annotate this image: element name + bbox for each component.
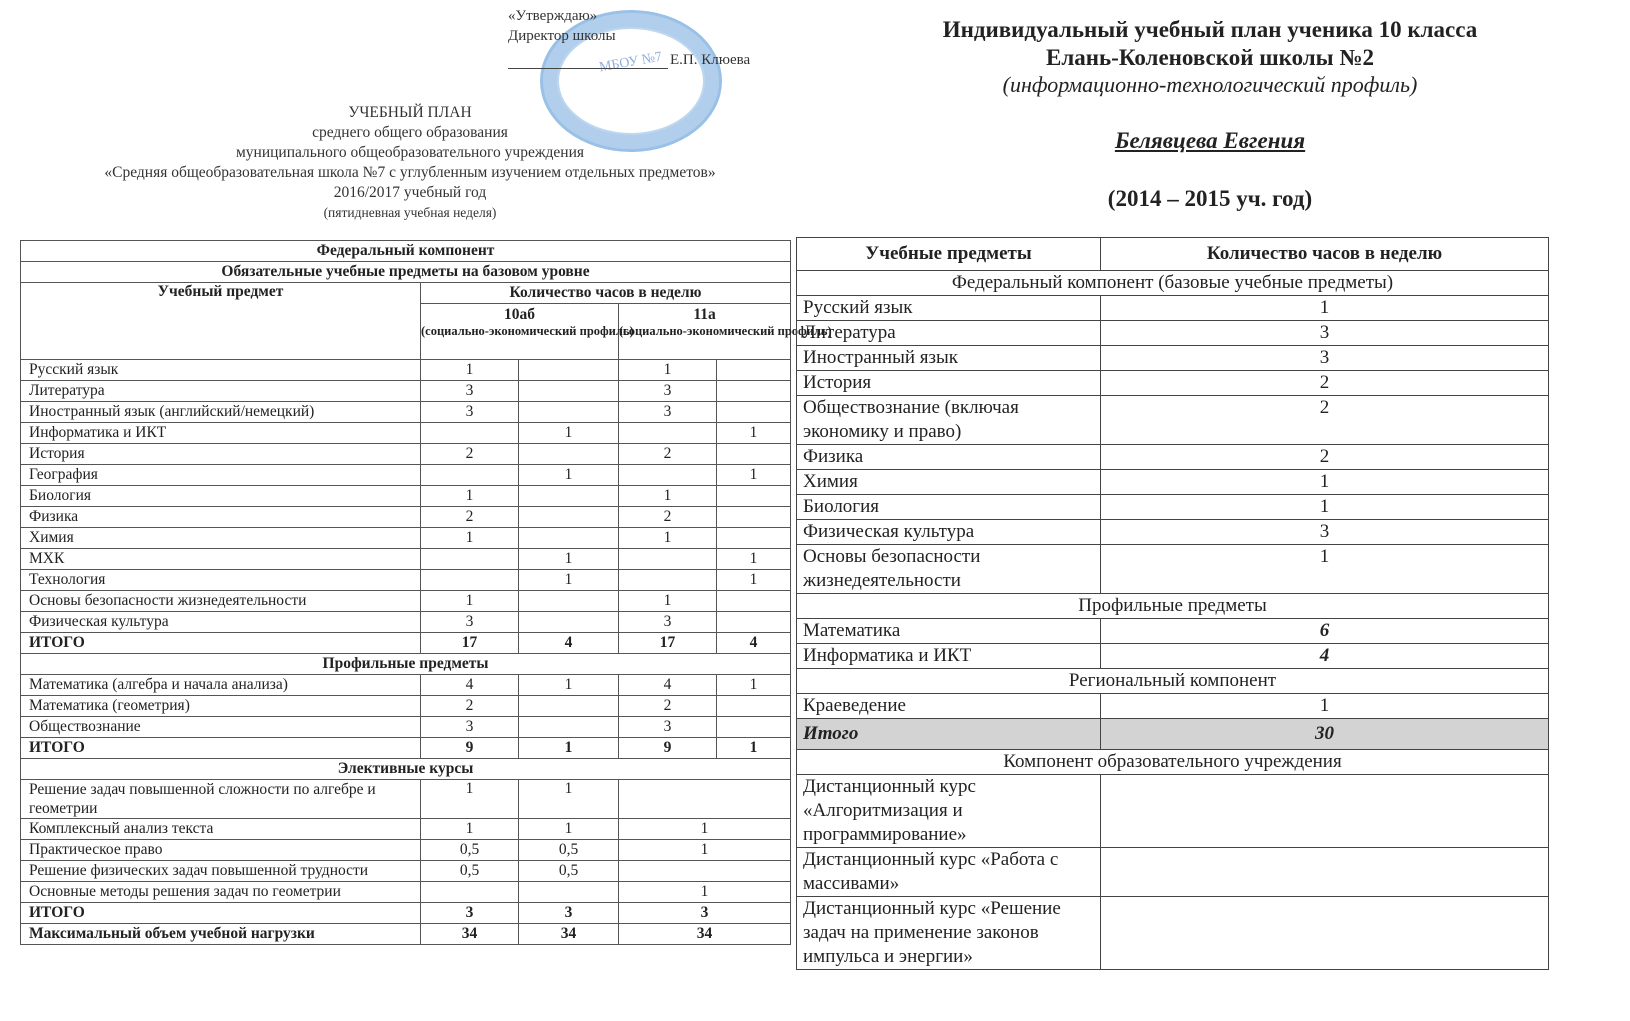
school-year: (2014 – 2015 уч. год) [1107, 186, 1313, 211]
table-row [21, 717, 791, 738]
hours-cell [717, 444, 791, 465]
subject-cell: Практическое право [21, 840, 421, 861]
hours-cell [717, 507, 791, 528]
subject-cell: Основы безопасности жизнедеятельности [21, 591, 421, 612]
subject-cell: Информатика и ИКТ [797, 644, 1101, 669]
table-row [21, 423, 791, 444]
total-row [797, 719, 1549, 750]
hours-cell [619, 465, 717, 486]
subject-cell: История [797, 371, 1101, 396]
subject-cell: Решение физических задач повышенной трудности [21, 861, 421, 882]
hours-cell: 1 [421, 819, 519, 840]
subject-cell: Физическая культура [21, 612, 421, 633]
hours-cell: 1 [717, 570, 791, 591]
section-row [21, 654, 791, 675]
hours-cell: 3 [619, 381, 717, 402]
hours-cell: 3 [421, 717, 519, 738]
subject-cell: Математика (алгебра и начала анализа) [21, 675, 421, 696]
subject-cell: Химия [797, 470, 1101, 495]
hours-cell [519, 612, 619, 633]
subject-cell: Иностранный язык [797, 346, 1101, 371]
hours-cell: 3 [619, 903, 791, 924]
hours-cell [1101, 897, 1549, 970]
col-subject-header: Учебный предмет [21, 283, 421, 360]
hours-cell: 1 [519, 423, 619, 444]
table-row [21, 528, 791, 549]
hours-cell: 1 [1101, 545, 1549, 594]
individual-plan-document [790, 0, 1600, 1021]
signature-line [508, 68, 668, 69]
subject-cell: Дистанционный курс «Алгоритмизация и программирование» [797, 775, 1101, 848]
hours-cell: 1 [717, 549, 791, 570]
title-line: Елань-Коленовской школы №2 [1046, 45, 1374, 70]
hours-cell: 1 [421, 486, 519, 507]
subject-cell: История [21, 444, 421, 465]
hours-cell: 1 [619, 360, 717, 381]
hours-cell: 1 [619, 591, 717, 612]
section-row [797, 271, 1549, 296]
hours-cell: 1 [1101, 470, 1549, 495]
table-row [21, 444, 791, 465]
hours-cell: 0,5 [421, 861, 519, 882]
hours-cell: 4 [519, 633, 619, 654]
subject-cell: Физика [21, 507, 421, 528]
hours-cell [519, 696, 619, 717]
section-title: Компонент образовательного учреждения [797, 750, 1549, 775]
table-row [797, 775, 1549, 848]
hours-cell [619, 861, 791, 882]
hours-cell: 1 [519, 780, 619, 819]
hours-cell: 34 [519, 924, 619, 945]
director-role: Директор школы [508, 28, 616, 44]
hours-cell [619, 780, 791, 819]
table-row [21, 696, 791, 717]
curriculum-title-block [30, 103, 790, 223]
hours-cell: 17 [619, 633, 717, 654]
hours-cell [519, 486, 619, 507]
table-row [21, 360, 791, 381]
section-title: Федеральный компонент (базовые учебные предметы) [797, 271, 1549, 296]
hours-cell [519, 882, 619, 903]
subject-cell: ИТОГО [21, 903, 421, 924]
individual-plan-table [796, 237, 1549, 970]
table-row [797, 644, 1549, 669]
hours-cell: 1 [421, 528, 519, 549]
hours-cell [619, 423, 717, 444]
subject-cell: Физическая культура [797, 520, 1101, 545]
hours-cell [717, 696, 791, 717]
subject-cell: Основные методы решения задач по геометрии [21, 882, 421, 903]
subject-cell: Литература [21, 381, 421, 402]
hours-cell: 2 [421, 444, 519, 465]
curriculum-table [20, 240, 832, 945]
hours-cell [717, 591, 791, 612]
hours-cell: 30 [1101, 719, 1549, 750]
table-row [21, 612, 791, 633]
hours-cell [717, 486, 791, 507]
class-profile: (социально-экономический профиль) [619, 324, 832, 338]
hours-cell [619, 549, 717, 570]
hours-cell: 1 [619, 528, 717, 549]
subject-cell: Дистанционный курс «Решение задач на применение законов импульса и энергии» [797, 897, 1101, 970]
subtitle-line: 2016/2017 учебный год [333, 184, 487, 201]
hours-cell: 1 [421, 591, 519, 612]
subject-cell: Математика (геометрия) [21, 696, 421, 717]
hours-cell: 3 [421, 903, 519, 924]
table-row [797, 470, 1549, 495]
hours-cell: 3 [1101, 346, 1549, 371]
hours-cell: 1 [717, 465, 791, 486]
hours-cell: 34 [421, 924, 519, 945]
table-row [21, 819, 791, 840]
hours-cell [717, 381, 791, 402]
hours-cell: 1 [1101, 296, 1549, 321]
hours-cell: 0,5 [519, 861, 619, 882]
class-header-11a [619, 304, 832, 360]
subject-cell: Химия [21, 528, 421, 549]
subject-cell: Решение задач повышенной сложности по алгебре и геометрии [21, 780, 421, 819]
table-row [21, 861, 791, 882]
hours-cell: 4 [717, 633, 791, 654]
table-row [21, 570, 791, 591]
director-name: Е.П. Клюева [670, 52, 751, 68]
table-row [21, 924, 791, 945]
hours-cell: 9 [421, 738, 519, 759]
section-row [21, 759, 791, 780]
stamp-text: МБОУ №7 [598, 49, 664, 76]
hours-cell [421, 549, 519, 570]
hours-cell [619, 570, 717, 591]
hours-cell: 1 [717, 675, 791, 696]
hours-cell: 1 [421, 360, 519, 381]
hours-cell: 1 [421, 780, 519, 819]
section-title: Элективные курсы [21, 759, 791, 780]
hours-cell: 1 [717, 738, 791, 759]
section-federal: Федеральный компонент [21, 241, 791, 262]
subject-cell: Комплексный анализ текста [21, 819, 421, 840]
table-row [797, 495, 1549, 520]
hours-cell: 2 [1101, 445, 1549, 470]
subject-cell: Физика [797, 445, 1101, 470]
hours-cell: 1 [519, 465, 619, 486]
curriculum-title: УЧЕБНЫЙ ПЛАН [348, 104, 472, 121]
header-subjects: Учебные предметы [797, 238, 1101, 271]
table-row [21, 549, 791, 570]
subject-cell: Литература [797, 321, 1101, 346]
hours-cell [519, 717, 619, 738]
table-row [797, 346, 1549, 371]
hours-cell: 2 [1101, 396, 1549, 445]
hours-cell: 3 [519, 903, 619, 924]
hours-cell: 1 [619, 486, 717, 507]
table-row [797, 619, 1549, 644]
subject-cell: Математика [797, 619, 1101, 644]
table-row [21, 738, 791, 759]
subtitle-line: среднего общего образования [312, 124, 508, 141]
table-row [797, 848, 1549, 897]
hours-cell: 1 [1101, 495, 1549, 520]
section-mandatory: Обязательные учебные предметы на базовом уровне [21, 262, 791, 283]
hours-cell: 2 [421, 507, 519, 528]
hours-cell [519, 444, 619, 465]
hours-cell: 4 [619, 675, 717, 696]
hours-cell [717, 612, 791, 633]
table-row [797, 371, 1549, 396]
hours-cell: 3 [421, 381, 519, 402]
hours-cell: 3 [1101, 321, 1549, 346]
section-title: Профильные предметы [797, 594, 1549, 619]
subject-cell: Технология [21, 570, 421, 591]
hours-cell: 1 [519, 675, 619, 696]
subject-cell: Биология [21, 486, 421, 507]
hours-cell [421, 882, 519, 903]
hours-cell: 1 [519, 570, 619, 591]
subject-cell: Итого [797, 719, 1101, 750]
hours-cell: 3 [421, 402, 519, 423]
subject-cell: Обществознание (включая экономику и право) [797, 396, 1101, 445]
hours-cell: 4 [1101, 644, 1549, 669]
subtitle-line: «Средняя общеобразовательная школа №7 с углубленным изучением отдельных предметов» [104, 164, 716, 181]
hours-cell [717, 360, 791, 381]
subject-cell: Максимальный объем учебной нагрузки [21, 924, 421, 945]
table-row [21, 486, 791, 507]
subject-cell: Русский язык [21, 360, 421, 381]
hours-cell [717, 528, 791, 549]
hours-cell [1101, 775, 1549, 848]
hours-cell: 3 [421, 612, 519, 633]
table-row [797, 321, 1549, 346]
subject-cell: Информатика и ИКТ [21, 423, 421, 444]
section-row [797, 669, 1549, 694]
hours-cell [1101, 848, 1549, 897]
table-row [797, 545, 1549, 594]
section-row [797, 594, 1549, 619]
hours-cell: 1 [1101, 694, 1549, 719]
hours-cell: 0,5 [421, 840, 519, 861]
hours-cell [519, 528, 619, 549]
hours-cell: 2 [1101, 371, 1549, 396]
subject-cell: Дистанционный курс «Работа с массивами» [797, 848, 1101, 897]
hours-cell: 34 [619, 924, 791, 945]
table-row [21, 780, 791, 819]
hours-cell [519, 402, 619, 423]
class-name: 11а [693, 306, 716, 323]
title-line: Индивидуальный учебный план ученика 10 класса [942, 17, 1478, 42]
class-profile: (социально-экономический профиль) [421, 324, 634, 338]
hours-cell: 0,5 [519, 840, 619, 861]
student-name: Белявцева Евгения [1114, 128, 1306, 153]
hours-cell: 1 [619, 840, 791, 861]
table-row [21, 633, 791, 654]
hours-cell [519, 591, 619, 612]
subject-cell: ИТОГО [21, 738, 421, 759]
hours-cell: 3 [619, 402, 717, 423]
table-row [21, 903, 791, 924]
hours-cell: 2 [619, 444, 717, 465]
hours-cell: 4 [421, 675, 519, 696]
table-row [797, 296, 1549, 321]
hours-cell [421, 465, 519, 486]
hours-cell: 3 [619, 717, 717, 738]
plan-profile: (информационно-технологический профиль) [1002, 72, 1418, 97]
hours-cell: 1 [619, 882, 791, 903]
hours-cell: 1 [717, 423, 791, 444]
hours-cell: 1 [519, 549, 619, 570]
hours-cell [519, 381, 619, 402]
hours-cell: 3 [619, 612, 717, 633]
table-row [21, 675, 791, 696]
table-row [797, 396, 1549, 445]
hours-cell [519, 360, 619, 381]
subject-cell: География [21, 465, 421, 486]
subtitle-line: муниципального общеобразовательного учреждения [235, 144, 585, 161]
subject-cell: МХК [21, 549, 421, 570]
section-row [797, 750, 1549, 775]
hours-cell: 1 [619, 819, 791, 840]
class-name: 10аб [504, 306, 535, 323]
hours-cell: 9 [619, 738, 717, 759]
table-row [21, 882, 791, 903]
hours-cell [421, 423, 519, 444]
table-row [797, 520, 1549, 545]
hours-cell [519, 507, 619, 528]
hours-cell [717, 717, 791, 738]
hours-cell: 3 [1101, 520, 1549, 545]
subject-cell: Русский язык [797, 296, 1101, 321]
class-header-10ab [421, 304, 634, 360]
subject-cell: Краеведение [797, 694, 1101, 719]
table-row [797, 445, 1549, 470]
approve-label: «Утверждаю» [508, 8, 598, 24]
table-row [21, 402, 791, 423]
table-row [21, 591, 791, 612]
subject-cell: Основы безопасности жизнедеятельности [797, 545, 1101, 594]
table-row [797, 694, 1549, 719]
table-row [21, 465, 791, 486]
plan-title [790, 16, 1630, 72]
table-row [21, 381, 791, 402]
section-title: Региональный компонент [797, 669, 1549, 694]
hours-cell: 2 [421, 696, 519, 717]
section-title: Профильные предметы [21, 654, 791, 675]
subject-cell: Обществознание [21, 717, 421, 738]
col-hours-header: Количество часов в неделю [421, 283, 791, 304]
table-row [797, 897, 1549, 970]
hours-cell: 6 [1101, 619, 1549, 644]
hours-cell: 17 [421, 633, 519, 654]
subject-cell: ИТОГО [21, 633, 421, 654]
subject-cell: Иностранный язык (английский/немецкий) [21, 402, 421, 423]
subject-cell: Биология [797, 495, 1101, 520]
hours-cell [421, 570, 519, 591]
subtitle-line: (пятидневная учебная неделя) [323, 205, 497, 220]
table-row [21, 507, 791, 528]
header-hours: Количество часов в неделю [1101, 238, 1549, 271]
hours-cell: 2 [619, 507, 717, 528]
hours-cell: 1 [519, 738, 619, 759]
hours-cell: 1 [519, 819, 619, 840]
hours-cell: 2 [619, 696, 717, 717]
table-row [21, 840, 791, 861]
hours-cell [717, 402, 791, 423]
